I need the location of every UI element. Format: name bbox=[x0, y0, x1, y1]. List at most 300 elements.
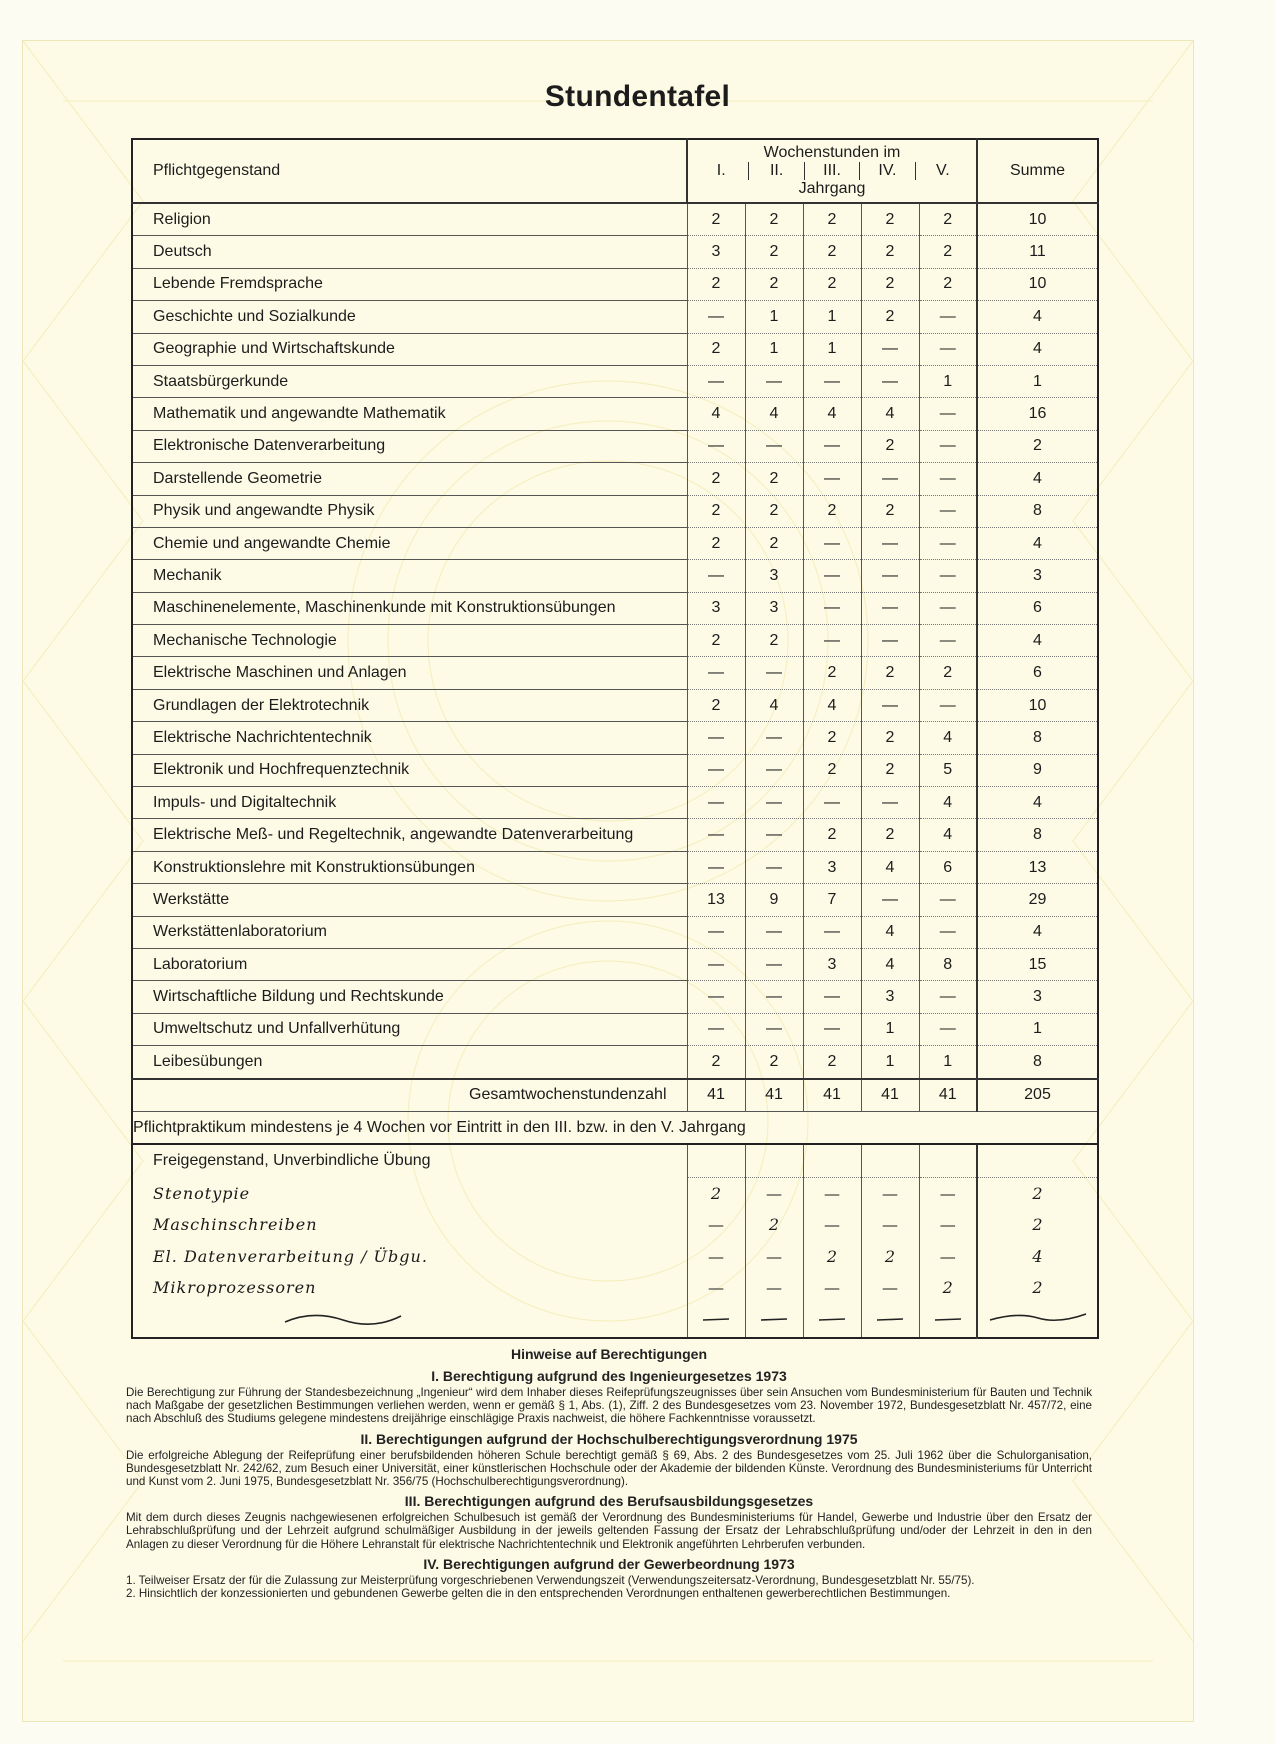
handwritten-hours: — bbox=[861, 1272, 919, 1303]
subject-name: Elektrische Nachrichtentechnik bbox=[132, 722, 687, 754]
hours-cell: 1 bbox=[919, 365, 977, 397]
sum-cell: 10 bbox=[977, 203, 1098, 236]
free-subjects-header-row bbox=[132, 1144, 1098, 1177]
hours-cell: — bbox=[687, 560, 745, 592]
hours-cell: 2 bbox=[687, 1046, 745, 1079]
hours-cell: — bbox=[687, 430, 745, 462]
handwritten-hours: — bbox=[745, 1241, 803, 1272]
hours-cell: — bbox=[745, 916, 803, 948]
sum-cell: 4 bbox=[977, 916, 1098, 948]
sum-cell: 2 bbox=[977, 430, 1098, 462]
hours-cell: 3 bbox=[745, 560, 803, 592]
subject-name: Leibesübungen bbox=[132, 1046, 687, 1079]
subject-row bbox=[132, 203, 1098, 236]
hours-cell: 2 bbox=[861, 236, 919, 268]
hours-cell: 3 bbox=[803, 851, 861, 883]
hours-cell: 2 bbox=[861, 722, 919, 754]
sum-cell: 11 bbox=[977, 236, 1098, 268]
sum-cell: 1 bbox=[977, 1013, 1098, 1045]
hours-cell: — bbox=[803, 365, 861, 397]
hours-cell: 1 bbox=[803, 301, 861, 333]
total-hours-cell: 41 bbox=[861, 1079, 919, 1112]
total-row bbox=[132, 1079, 1098, 1112]
hours-cell: 2 bbox=[745, 495, 803, 527]
hours-cell: — bbox=[861, 884, 919, 916]
handwritten-subject: Mikroprozessoren bbox=[153, 1278, 317, 1298]
sum-cell: 8 bbox=[977, 722, 1098, 754]
hours-cell: 2 bbox=[745, 625, 803, 657]
hours-cell: — bbox=[861, 463, 919, 495]
subject-row bbox=[132, 236, 1098, 268]
hours-cell: — bbox=[861, 527, 919, 559]
handwritten-hours: 2 bbox=[861, 1241, 919, 1272]
hours-cell: 2 bbox=[803, 495, 861, 527]
hours-cell: 4 bbox=[919, 722, 977, 754]
handwritten-hours: — bbox=[919, 1209, 977, 1240]
subject-row bbox=[132, 722, 1098, 754]
subject-row bbox=[132, 527, 1098, 559]
sum-cell: 6 bbox=[977, 592, 1098, 624]
free-subject-row bbox=[132, 1209, 1098, 1240]
hours-cell: 1 bbox=[861, 1046, 919, 1079]
hours-label: Wochenstunden im bbox=[763, 144, 901, 161]
hours-cell: 2 bbox=[745, 203, 803, 236]
year-label: III. bbox=[804, 162, 859, 180]
hours-cell: — bbox=[919, 625, 977, 657]
hours-cell: — bbox=[687, 981, 745, 1013]
subject-row bbox=[132, 365, 1098, 397]
hours-cell: 4 bbox=[861, 916, 919, 948]
year-label: II. bbox=[748, 162, 803, 180]
hours-cell: 2 bbox=[803, 819, 861, 851]
hours-cell: 2 bbox=[745, 527, 803, 559]
subject-name: Werkstättenlaboratorium bbox=[132, 916, 687, 948]
hours-cell: — bbox=[687, 657, 745, 689]
hours-cell: 4 bbox=[861, 851, 919, 883]
hours-cell: — bbox=[745, 430, 803, 462]
subject-name: Lebende Fremdsprache bbox=[132, 268, 687, 300]
hours-cell: 2 bbox=[919, 236, 977, 268]
hours-cell: 1 bbox=[803, 333, 861, 365]
hours-cell: 3 bbox=[803, 948, 861, 980]
subject-row bbox=[132, 689, 1098, 721]
notes-section-title: III. Berechtigungen aufgrund des Berufsausbildungsgesetzes bbox=[404, 1493, 814, 1510]
hours-cell: 4 bbox=[687, 398, 745, 430]
handwritten-hours: — bbox=[687, 1209, 745, 1240]
total-hours-cell: 41 bbox=[687, 1079, 745, 1112]
sum-cell: 10 bbox=[977, 268, 1098, 300]
hours-cell: — bbox=[803, 560, 861, 592]
notes-heading: Hinweise auf Berechtigungen bbox=[510, 1346, 708, 1362]
subject-name: Geschichte und Sozialkunde bbox=[132, 301, 687, 333]
empty-cell bbox=[977, 1144, 1098, 1177]
hours-cell: — bbox=[687, 948, 745, 980]
handwritten-hours: 2 bbox=[803, 1241, 861, 1272]
subject-name: Maschinenelemente, Maschinenkunde mit Konstruktionsübungen bbox=[132, 592, 687, 624]
praktikum-row bbox=[132, 1111, 1098, 1144]
subject-name: Elektronik und Hochfrequenztechnik bbox=[132, 754, 687, 786]
hours-cell: 2 bbox=[745, 1046, 803, 1079]
subject-row bbox=[132, 268, 1098, 300]
subject-row bbox=[132, 398, 1098, 430]
sum-cell: 6 bbox=[977, 657, 1098, 689]
hours-cell: — bbox=[919, 884, 977, 916]
subject-row bbox=[132, 916, 1098, 948]
hours-cell: — bbox=[919, 592, 977, 624]
handwritten-hours: — bbox=[687, 1272, 745, 1303]
sum-cell: 4 bbox=[977, 333, 1098, 365]
total-label: Gesamtwochenstundenzahl bbox=[132, 1079, 687, 1112]
subject-row bbox=[132, 560, 1098, 592]
handwritten-hours: — bbox=[861, 1209, 919, 1240]
hours-cell: 2 bbox=[803, 203, 861, 236]
subject-row bbox=[132, 463, 1098, 495]
hours-cell: 2 bbox=[687, 527, 745, 559]
hours-column-header bbox=[687, 139, 977, 203]
subject-name: Mathematik und angewandte Mathematik bbox=[132, 398, 687, 430]
hours-cell: — bbox=[745, 851, 803, 883]
handwritten-hours: 2 bbox=[687, 1177, 745, 1209]
hours-cell: 2 bbox=[861, 301, 919, 333]
hours-cell: — bbox=[919, 398, 977, 430]
hours-cell: 2 bbox=[687, 495, 745, 527]
hours-cell: — bbox=[803, 430, 861, 462]
hours-cell: 4 bbox=[861, 398, 919, 430]
hours-cell: — bbox=[687, 916, 745, 948]
hours-cell: 2 bbox=[919, 203, 977, 236]
table-header-row bbox=[132, 139, 1098, 203]
hours-cell: 4 bbox=[745, 398, 803, 430]
hours-cell: 2 bbox=[803, 657, 861, 689]
dash-stroke bbox=[745, 1303, 803, 1338]
hours-cell: 3 bbox=[687, 236, 745, 268]
hours-cell: — bbox=[803, 625, 861, 657]
grade-label: Jahrgang bbox=[798, 180, 866, 197]
hours-cell: 2 bbox=[687, 625, 745, 657]
empty-cell bbox=[919, 1144, 977, 1177]
praktikum-text: Pflichtpraktikum mindestens je 4 Wochen vor Eintritt in den III. bzw. in den V. Jahrgang bbox=[132, 1111, 1098, 1144]
hours-cell: — bbox=[919, 981, 977, 1013]
hours-cell: — bbox=[803, 527, 861, 559]
subject-name: Darstellende Geometrie bbox=[132, 463, 687, 495]
subject-row bbox=[132, 333, 1098, 365]
empty-cell bbox=[861, 1144, 919, 1177]
hours-cell: 4 bbox=[803, 398, 861, 430]
hours-cell: — bbox=[687, 1013, 745, 1045]
sum-cell: 1 bbox=[977, 365, 1098, 397]
dash-stroke-icon bbox=[759, 1314, 789, 1324]
hours-cell: — bbox=[687, 365, 745, 397]
hours-cell: 2 bbox=[861, 657, 919, 689]
hours-cell: 2 bbox=[861, 819, 919, 851]
handwritten-hours: — bbox=[861, 1177, 919, 1209]
handwritten-subject: Maschinschreiben bbox=[153, 1215, 318, 1235]
empty-cell bbox=[687, 1144, 745, 1177]
notes-paragraph: Mit dem durch dieses Zeugnis nachgewiesenen erfolgreichen Schulbesuch ist gemäß der Verordnung des Bundesministeriums für Handel, Gewerbe und Industrie über den Ersatz der Lehrabschlußprüfung und der Lehrzeit aufgrund schulmäßiger Ausbildung in der jeweils geltenden Fassung der Ersatz der Lehrabschlußprüfung und/oder der Lehrzeit in den in den Anlagen zu dieser Verordnung für die Höhere Lehranstalt für elektrische Nachrichtentechnik und Elektronik angeführten Lehrberufen verbunden. bbox=[126, 1511, 1092, 1551]
hours-cell: 4 bbox=[861, 948, 919, 980]
hours-cell: 4 bbox=[919, 787, 977, 819]
hours-cell: — bbox=[745, 754, 803, 786]
hours-cell: — bbox=[919, 527, 977, 559]
hours-cell: — bbox=[919, 430, 977, 462]
hours-cell: — bbox=[745, 819, 803, 851]
subject-row bbox=[132, 851, 1098, 883]
empty-cell bbox=[803, 1144, 861, 1177]
subject-name: Mechanische Technologie bbox=[132, 625, 687, 657]
total-sum-cell: 205 bbox=[977, 1079, 1098, 1112]
free-subject-row bbox=[132, 1272, 1098, 1303]
hours-cell: 2 bbox=[803, 1046, 861, 1079]
subject-name: Staatsbürgerkunde bbox=[132, 365, 687, 397]
notes-paragraph: 2. Hinsichtlich der konzessionierten und gebundenen Gewerbe gelten die in den entsprechenden Verordnungen enthaltenen gewerberechtlichen Bestimmungen. bbox=[126, 1587, 951, 1601]
hours-cell: — bbox=[803, 463, 861, 495]
schedule-table bbox=[131, 138, 1099, 1339]
sum-cell: 3 bbox=[977, 981, 1098, 1013]
dash-stroke bbox=[687, 1303, 745, 1338]
schedule-table-wrap bbox=[131, 138, 1097, 1339]
free-subject-row bbox=[132, 1177, 1098, 1209]
sum-cell: 15 bbox=[977, 948, 1098, 980]
total-hours-cell: 41 bbox=[745, 1079, 803, 1112]
hours-cell: 2 bbox=[919, 657, 977, 689]
hours-cell: — bbox=[919, 333, 977, 365]
handwritten-sum: 2 bbox=[977, 1177, 1098, 1209]
hours-cell: 2 bbox=[687, 463, 745, 495]
hours-cell: 2 bbox=[687, 268, 745, 300]
sum-cell: 10 bbox=[977, 689, 1098, 721]
subject-row bbox=[132, 592, 1098, 624]
hours-cell: — bbox=[687, 819, 745, 851]
hours-cell: 2 bbox=[803, 722, 861, 754]
handwritten-hours: 2 bbox=[919, 1272, 977, 1303]
sum-cell: 8 bbox=[977, 1046, 1098, 1079]
hours-cell: 7 bbox=[803, 884, 861, 916]
hours-cell: 2 bbox=[803, 268, 861, 300]
tilde-stroke-icon bbox=[283, 1308, 403, 1328]
dash-stroke bbox=[861, 1303, 919, 1338]
hours-cell: 2 bbox=[687, 333, 745, 365]
sum-cell: 8 bbox=[977, 819, 1098, 851]
hours-cell: — bbox=[803, 981, 861, 1013]
hours-cell: 5 bbox=[919, 754, 977, 786]
handwritten-hours: — bbox=[745, 1272, 803, 1303]
hours-cell: — bbox=[745, 981, 803, 1013]
hours-cell: — bbox=[687, 787, 745, 819]
notes-paragraph: Die Berechtigung zur Führung der Standesbezeichnung „Ingenieur“ wird dem Inhaber dieses Reifeprüfungszeugnisses über sein Ansuchen vom Bundesministerium für Bauten und Technik nach Maßgabe der gesetzlichen Bestimmungen verliehen werden, wenn er gemäß § 1, Abs. (1), Ziff. 2 des Bundesgesetzes vom 23. November 1972, Bundesgesetzblatt Nr. 457/72, eine nach Abschluß des Studiums gelegene mindestens dreijährige einschlägige Praxis nachweist, die höhere Fachkenntnisse voraussetzt. bbox=[126, 1386, 1092, 1426]
sum-cell: 4 bbox=[977, 625, 1098, 657]
hours-cell: — bbox=[919, 463, 977, 495]
hours-cell: 2 bbox=[919, 268, 977, 300]
hours-cell: — bbox=[745, 657, 803, 689]
sum-column-header: Summe bbox=[977, 139, 1098, 203]
hours-cell: — bbox=[919, 689, 977, 721]
subject-name: Chemie und angewandte Chemie bbox=[132, 527, 687, 559]
year-label: IV. bbox=[859, 162, 914, 180]
legal-notes bbox=[126, 1345, 1092, 1600]
hours-cell: 1 bbox=[861, 1013, 919, 1045]
hours-cell: — bbox=[803, 1013, 861, 1045]
hours-cell: 2 bbox=[803, 754, 861, 786]
subject-row bbox=[132, 981, 1098, 1013]
hours-cell: 2 bbox=[687, 203, 745, 236]
subject-column-header: Pflichtgegenstand bbox=[132, 139, 687, 203]
hours-cell: 9 bbox=[745, 884, 803, 916]
total-hours-cell: 41 bbox=[919, 1079, 977, 1112]
hours-cell: 2 bbox=[803, 236, 861, 268]
subject-row bbox=[132, 754, 1098, 786]
subject-name: Wirtschaftliche Bildung und Rechtskunde bbox=[132, 981, 687, 1013]
years-row bbox=[688, 162, 976, 180]
notes-section-title: II. Berechtigungen aufgrund der Hochschulberechtigungsverordnung 1975 bbox=[360, 1430, 858, 1447]
subject-name: Werkstätte bbox=[132, 884, 687, 916]
hours-cell: — bbox=[919, 1013, 977, 1045]
hours-cell: — bbox=[861, 787, 919, 819]
hours-cell: 1 bbox=[745, 301, 803, 333]
subject-row bbox=[132, 657, 1098, 689]
subject-name: Laboratorium bbox=[132, 948, 687, 980]
subject-row bbox=[132, 1046, 1098, 1079]
handwritten-hours: — bbox=[803, 1209, 861, 1240]
handwritten-sum: 2 bbox=[977, 1272, 1098, 1303]
hours-cell: — bbox=[745, 1013, 803, 1045]
subject-row bbox=[132, 495, 1098, 527]
total-hours-cell: 41 bbox=[803, 1079, 861, 1112]
sum-cell: 4 bbox=[977, 301, 1098, 333]
subject-name: Religion bbox=[132, 203, 687, 236]
dash-stroke-icon bbox=[933, 1314, 963, 1324]
hours-cell: — bbox=[919, 495, 977, 527]
subject-name: Physik und angewandte Physik bbox=[132, 495, 687, 527]
year-label: I. bbox=[716, 162, 726, 179]
hours-cell: 2 bbox=[861, 268, 919, 300]
subject-row bbox=[132, 787, 1098, 819]
hours-cell: 4 bbox=[745, 689, 803, 721]
handwritten-hours: — bbox=[919, 1241, 977, 1272]
hours-cell: — bbox=[745, 365, 803, 397]
subject-name: Umweltschutz und Unfallverhütung bbox=[132, 1013, 687, 1045]
hours-cell: 13 bbox=[687, 884, 745, 916]
hours-cell: — bbox=[919, 301, 977, 333]
subject-name: Elektronische Datenverarbeitung bbox=[132, 430, 687, 462]
subject-row bbox=[132, 884, 1098, 916]
handwritten-hours: — bbox=[687, 1241, 745, 1272]
notes-paragraph: 1. Teilweiser Ersatz der für die Zulassung zur Meisterprüfung vorgeschriebenen Verwendungszeit (Verwendungszeitersatz-Verordnung, Bundesgesetzblatt Nr. 55/75). bbox=[126, 1573, 975, 1587]
closing-stroke bbox=[977, 1303, 1098, 1338]
page-title: Stundentafel bbox=[544, 80, 731, 113]
dash-stroke bbox=[919, 1303, 977, 1338]
hours-cell: — bbox=[861, 365, 919, 397]
handwritten-hours: 2 bbox=[745, 1209, 803, 1240]
subject-row bbox=[132, 301, 1098, 333]
subject-row bbox=[132, 625, 1098, 657]
sum-cell: 9 bbox=[977, 754, 1098, 786]
hours-cell: — bbox=[803, 916, 861, 948]
notes-section-title: IV. Berechtigungen aufgrund der Gewerbeordnung 1973 bbox=[423, 1555, 795, 1572]
subject-row bbox=[132, 819, 1098, 851]
hours-cell: 3 bbox=[861, 981, 919, 1013]
hours-cell: — bbox=[861, 625, 919, 657]
hours-cell: — bbox=[861, 592, 919, 624]
hours-cell: — bbox=[745, 722, 803, 754]
hours-cell: — bbox=[861, 333, 919, 365]
hours-cell: — bbox=[745, 948, 803, 980]
subject-row bbox=[132, 1013, 1098, 1045]
hours-cell: — bbox=[687, 754, 745, 786]
sum-cell: 4 bbox=[977, 787, 1098, 819]
dash-stroke-icon bbox=[817, 1314, 847, 1324]
handwritten-sum: 4 bbox=[977, 1241, 1098, 1272]
hours-cell: 2 bbox=[861, 203, 919, 236]
hours-cell: — bbox=[687, 301, 745, 333]
sum-cell: 16 bbox=[977, 398, 1098, 430]
hours-cell: 2 bbox=[861, 430, 919, 462]
schedule-body bbox=[132, 139, 1098, 1338]
free-subject-row bbox=[132, 1241, 1098, 1272]
subject-name: Elektrische Maschinen und Anlagen bbox=[132, 657, 687, 689]
hours-cell: — bbox=[803, 787, 861, 819]
hours-cell: 2 bbox=[861, 495, 919, 527]
subject-row bbox=[132, 948, 1098, 980]
hours-cell: — bbox=[803, 592, 861, 624]
dash-stroke bbox=[803, 1303, 861, 1338]
sum-cell: 13 bbox=[977, 851, 1098, 883]
handwritten-hours: — bbox=[803, 1177, 861, 1209]
hours-cell: 2 bbox=[745, 236, 803, 268]
sum-cell: 3 bbox=[977, 560, 1098, 592]
hours-cell: — bbox=[745, 787, 803, 819]
hours-cell: 3 bbox=[745, 592, 803, 624]
empty-cell bbox=[745, 1144, 803, 1177]
sum-cell: 29 bbox=[977, 884, 1098, 916]
handwritten-hours: — bbox=[919, 1177, 977, 1209]
subject-name: Geographie und Wirtschaftskunde bbox=[132, 333, 687, 365]
dash-stroke-icon bbox=[701, 1314, 731, 1324]
subject-name: Deutsch bbox=[132, 236, 687, 268]
subject-name: Konstruktionslehre mit Konstruktionsübungen bbox=[132, 851, 687, 883]
hours-cell: — bbox=[861, 689, 919, 721]
handwritten-hours: — bbox=[745, 1177, 803, 1209]
closing-row bbox=[132, 1303, 1098, 1338]
sum-cell: 4 bbox=[977, 527, 1098, 559]
subject-name: Grundlagen der Elektrotechnik bbox=[132, 689, 687, 721]
subject-name: Impuls- und Digitaltechnik bbox=[132, 787, 687, 819]
handwritten-subject: El. Datenverarbeitung / Übgu. bbox=[153, 1246, 428, 1266]
hours-cell: 1 bbox=[745, 333, 803, 365]
sum-cell: 8 bbox=[977, 495, 1098, 527]
hours-cell: 6 bbox=[919, 851, 977, 883]
hours-cell: 4 bbox=[919, 819, 977, 851]
hours-cell: — bbox=[861, 560, 919, 592]
hours-cell: 1 bbox=[919, 1046, 977, 1079]
closing-stroke bbox=[132, 1303, 687, 1338]
hours-cell: 4 bbox=[803, 689, 861, 721]
handwritten-hours: — bbox=[803, 1272, 861, 1303]
notes-section-title: I. Berechtigung aufgrund des Ingenieurgesetzes 1973 bbox=[431, 1368, 787, 1384]
notes-paragraph: Die erfolgreiche Ablegung der Reifeprüfung einer berufsbildenden höheren Schule berechtigt gemäß § 69, Abs. 2 des Bundesgesetzes vom 25. Juli 1962 über die Schulorganisation, Bundesgesetzblatt Nr. 242/62, zum Besuch einer Universität, einer künstlerischen Hochschule oder der Akademie der bildenden Künste. Verordnung des Bundesministeriums für Unterricht und Kunst vom 2. Juni 1975, Bundesgesetzblatt Nr. 356/75 (Hochschulberechtigungsverordnung). bbox=[126, 1448, 1092, 1489]
subject-name: Elektrische Meß- und Regeltechnik, angewandte Datenverarbeitung bbox=[132, 819, 687, 851]
free-subjects-label: Freigegenstand, Unverbindliche Übung bbox=[153, 1152, 431, 1170]
sum-cell: 4 bbox=[977, 463, 1098, 495]
hours-cell: 2 bbox=[861, 754, 919, 786]
hours-cell: 2 bbox=[687, 689, 745, 721]
hours-cell: 2 bbox=[745, 268, 803, 300]
year-label: V. bbox=[915, 162, 970, 180]
handwritten-subject: Stenotypie bbox=[153, 1183, 251, 1203]
hours-cell: 3 bbox=[687, 592, 745, 624]
hours-cell: — bbox=[919, 916, 977, 948]
subject-name: Mechanik bbox=[132, 560, 687, 592]
hours-cell: 2 bbox=[745, 463, 803, 495]
